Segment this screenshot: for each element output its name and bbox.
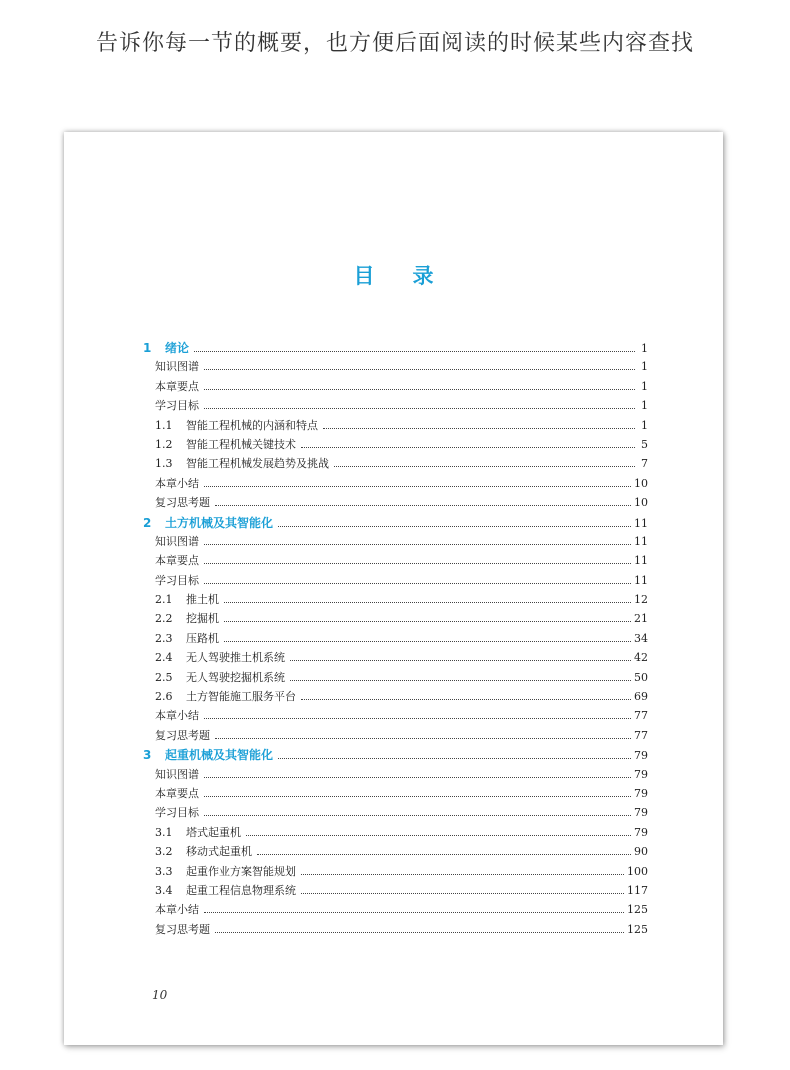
dot-leader <box>301 698 631 700</box>
toc-entry-row[interactable] <box>143 494 648 513</box>
toc-entry-label <box>143 552 202 568</box>
dot-leader <box>290 659 631 661</box>
dot-leader <box>224 601 631 603</box>
toc-title: 目录 <box>353 264 472 288</box>
toc-entry-label <box>143 533 202 549</box>
toc-page-number: 10 <box>634 476 648 490</box>
toc-chapter-label <box>143 514 276 531</box>
toc-chapter-row[interactable] <box>143 746 648 765</box>
dot-leader <box>204 776 631 778</box>
toc-entry-row[interactable] <box>143 475 648 494</box>
toc-entry-row[interactable] <box>143 591 648 610</box>
toc-entry-label <box>143 882 299 898</box>
toc-chapter-title: 绪论 <box>165 341 190 355</box>
toc-entry-row[interactable] <box>143 533 648 552</box>
toc-page-number: 69 <box>634 690 648 704</box>
dot-leader <box>301 892 624 894</box>
toc-entry-label <box>143 649 288 665</box>
toc-entry-row[interactable] <box>143 397 648 416</box>
dot-leader <box>215 931 624 933</box>
toc-entry-label <box>143 630 222 646</box>
toc-entry-row[interactable] <box>143 455 648 474</box>
toc-page-number: 90 <box>634 845 648 859</box>
toc-chapter-number: 2 <box>143 515 152 530</box>
toc-page-number: 1 <box>641 418 648 432</box>
toc-page-number: 1 <box>641 360 648 374</box>
dot-leader <box>204 795 631 797</box>
toc-entry-row[interactable] <box>143 921 648 940</box>
toc-entry-title: 压路机 <box>186 631 219 645</box>
toc-entry-label <box>143 824 244 840</box>
toc-page-number: 11 <box>634 573 648 587</box>
toc-entry-row[interactable] <box>143 358 648 377</box>
toc-entry-row[interactable] <box>143 436 648 455</box>
toc-chapter-row[interactable] <box>143 339 648 358</box>
toc-page-number: 1 <box>641 342 648 355</box>
toc-entry-label <box>143 417 321 433</box>
toc-entry-number: 2.1 <box>155 593 173 607</box>
toc-entry-row[interactable] <box>143 630 648 649</box>
toc-entry-title: 起重作业方案智能规划 <box>186 864 296 878</box>
dot-leader <box>301 873 624 875</box>
toc-chapter-label <box>143 746 276 763</box>
toc-entry-title: 推土机 <box>186 593 219 607</box>
toc-page-number: 50 <box>634 670 648 684</box>
toc-page-number: 117 <box>627 883 648 897</box>
toc-page-number: 77 <box>634 709 648 723</box>
toc-entry-label <box>143 766 202 782</box>
toc-page-number: 77 <box>634 728 648 742</box>
toc-page-number: 125 <box>627 903 648 917</box>
toc-entry-label <box>143 863 299 879</box>
toc-entry-title: 本章小结 <box>155 709 199 723</box>
toc-page-number: 11 <box>634 554 648 568</box>
toc-page-number: 100 <box>627 864 648 878</box>
toc-entry-row[interactable] <box>143 901 648 920</box>
toc-entry-row[interactable] <box>143 572 648 591</box>
toc-page-number: 11 <box>634 534 648 548</box>
toc-entry-title: 复习思考题 <box>155 922 210 936</box>
toc-entry-label <box>143 804 202 820</box>
toc-entry-row[interactable] <box>143 669 648 688</box>
toc-entry-row[interactable] <box>143 610 648 629</box>
toc-entry-title: 移动式起重机 <box>186 845 252 859</box>
toc-page-number: 1 <box>641 379 648 393</box>
toc-entry-number: 3.4 <box>155 883 173 897</box>
toc-page-number: 10 <box>634 496 648 510</box>
toc-entry-title: 土方智能施工服务平台 <box>186 690 296 704</box>
toc-entry-row[interactable] <box>143 882 648 901</box>
toc-entry-row[interactable] <box>143 824 648 843</box>
dot-leader <box>204 407 635 409</box>
toc-chapter-label <box>143 339 192 356</box>
book-page <box>64 132 723 1045</box>
dot-leader <box>204 582 631 584</box>
toc-entry-title: 挖掘机 <box>186 612 219 626</box>
dot-leader <box>204 717 631 719</box>
toc-chapter-title: 土方机械及其智能化 <box>165 515 274 530</box>
dot-leader <box>204 814 631 816</box>
toc-entry-label <box>143 436 299 452</box>
dot-leader <box>204 388 635 390</box>
toc-entry-row[interactable] <box>143 417 648 436</box>
dot-leader <box>224 640 631 642</box>
toc-entry-number: 2.4 <box>155 651 173 665</box>
toc-entry-title: 知识图谱 <box>155 534 199 548</box>
table-of-contents <box>143 339 648 940</box>
toc-page-number: 21 <box>634 612 648 626</box>
toc-page-number: 79 <box>634 806 648 820</box>
toc-page-number: 5 <box>641 437 648 451</box>
toc-chapter-row[interactable] <box>143 514 648 533</box>
toc-entry-title: 本章小结 <box>155 476 199 490</box>
toc-page-number: 79 <box>634 825 648 839</box>
dot-leader <box>204 562 631 564</box>
toc-entry-label <box>143 843 255 859</box>
toc-entry-label <box>143 669 288 685</box>
toc-page-number: 1 <box>641 399 648 413</box>
dot-leader <box>215 504 631 506</box>
dot-leader <box>204 543 631 545</box>
toc-entry-title: 复习思考题 <box>155 728 210 742</box>
dot-leader <box>204 911 624 913</box>
toc-entry-title: 知识图谱 <box>155 360 199 374</box>
toc-entry-number: 3.2 <box>155 845 173 859</box>
dot-leader <box>194 350 635 352</box>
toc-page-number: 34 <box>634 631 648 645</box>
toc-page-number: 12 <box>634 593 648 607</box>
dot-leader <box>290 679 631 681</box>
dot-leader <box>224 620 631 622</box>
toc-entry-label <box>143 494 213 510</box>
toc-entry-label <box>143 358 202 374</box>
toc-entry-title: 起重工程信息物理系统 <box>186 883 296 897</box>
dot-leader <box>278 757 631 759</box>
toc-entry-title: 本章小结 <box>155 903 199 917</box>
toc-entry-row[interactable] <box>143 863 648 882</box>
toc-entry-label <box>143 378 202 394</box>
toc-entry-label <box>143 901 202 917</box>
toc-entry-title: 本章要点 <box>155 554 199 568</box>
toc-chapter-title: 起重机械及其智能化 <box>165 748 274 763</box>
toc-chapter-number: 3 <box>143 748 152 763</box>
toc-entry-label <box>143 591 222 607</box>
toc-entry-title: 本章要点 <box>155 786 199 800</box>
dot-leader <box>204 368 635 370</box>
toc-entry-label <box>143 475 202 491</box>
dot-leader <box>204 485 631 487</box>
dot-leader <box>323 427 635 429</box>
toc-entry-number: 3.3 <box>155 864 173 878</box>
toc-entry-label <box>143 397 202 413</box>
toc-entry-title: 学习目标 <box>155 399 199 413</box>
toc-entry-number: 1.3 <box>155 457 173 471</box>
toc-entry-row[interactable] <box>143 785 648 804</box>
toc-entry-row[interactable] <box>143 688 648 707</box>
dot-leader <box>246 834 631 836</box>
page-number: 10 <box>152 988 168 1002</box>
toc-entry-number: 2.5 <box>155 670 173 684</box>
toc-entry-row[interactable] <box>143 649 648 668</box>
toc-page-number: 42 <box>634 651 648 665</box>
toc-entry-row[interactable] <box>143 727 648 746</box>
toc-entry-row[interactable] <box>143 843 648 862</box>
dot-leader <box>257 853 631 855</box>
toc-entry-number: 2.3 <box>155 631 173 645</box>
dot-leader <box>301 446 635 448</box>
toc-entry-title: 无人驾驶挖掘机系统 <box>186 670 285 684</box>
toc-entry-number: 2.2 <box>155 612 173 626</box>
toc-page-number: 79 <box>634 767 648 781</box>
toc-entry-title: 学习目标 <box>155 806 199 820</box>
dot-leader <box>215 737 631 739</box>
toc-entry-label <box>143 688 299 704</box>
toc-entry-title: 知识图谱 <box>155 767 199 781</box>
toc-entry-label <box>143 727 213 743</box>
toc-page-number: 7 <box>641 457 648 471</box>
toc-page-number: 79 <box>634 749 648 763</box>
page-caption: 告诉你每一节的概要，也方便后面阅读的时候某些内容查找 <box>95 31 694 56</box>
toc-entry-number: 1.1 <box>155 418 173 432</box>
toc-entry-row[interactable] <box>143 378 648 397</box>
toc-page-number: 79 <box>634 786 648 800</box>
toc-entry-row[interactable] <box>143 766 648 785</box>
toc-entry-number: 2.6 <box>155 690 173 704</box>
toc-entry-title: 无人驾驶推土机系统 <box>186 651 285 665</box>
toc-entry-title: 本章要点 <box>155 379 199 393</box>
toc-entry-title: 智能工程机械发展趋势及挑战 <box>186 457 329 471</box>
toc-entry-row[interactable] <box>143 552 648 571</box>
dot-leader <box>278 525 631 527</box>
toc-page-number: 11 <box>634 516 648 530</box>
toc-entry-label <box>143 921 213 937</box>
dot-leader <box>334 465 635 467</box>
toc-entry-label <box>143 785 202 801</box>
toc-entry-title: 复习思考题 <box>155 496 210 510</box>
toc-chapter-number: 1 <box>143 341 152 355</box>
toc-entry-label <box>143 455 332 471</box>
toc-page-number: 125 <box>627 922 648 936</box>
toc-entry-label <box>143 707 202 723</box>
toc-entry-title: 智能工程机械的内涵和特点 <box>186 418 318 432</box>
toc-entry-row[interactable] <box>143 804 648 823</box>
toc-entry-label <box>143 572 202 588</box>
toc-entry-label <box>143 610 222 626</box>
toc-entry-number: 3.1 <box>155 825 173 839</box>
toc-entry-title: 塔式起重机 <box>186 825 241 839</box>
toc-entry-number: 1.2 <box>155 437 173 451</box>
toc-entry-title: 智能工程机械关键技术 <box>186 437 296 451</box>
toc-entry-row[interactable] <box>143 707 648 726</box>
toc-entry-title: 学习目标 <box>155 573 199 587</box>
